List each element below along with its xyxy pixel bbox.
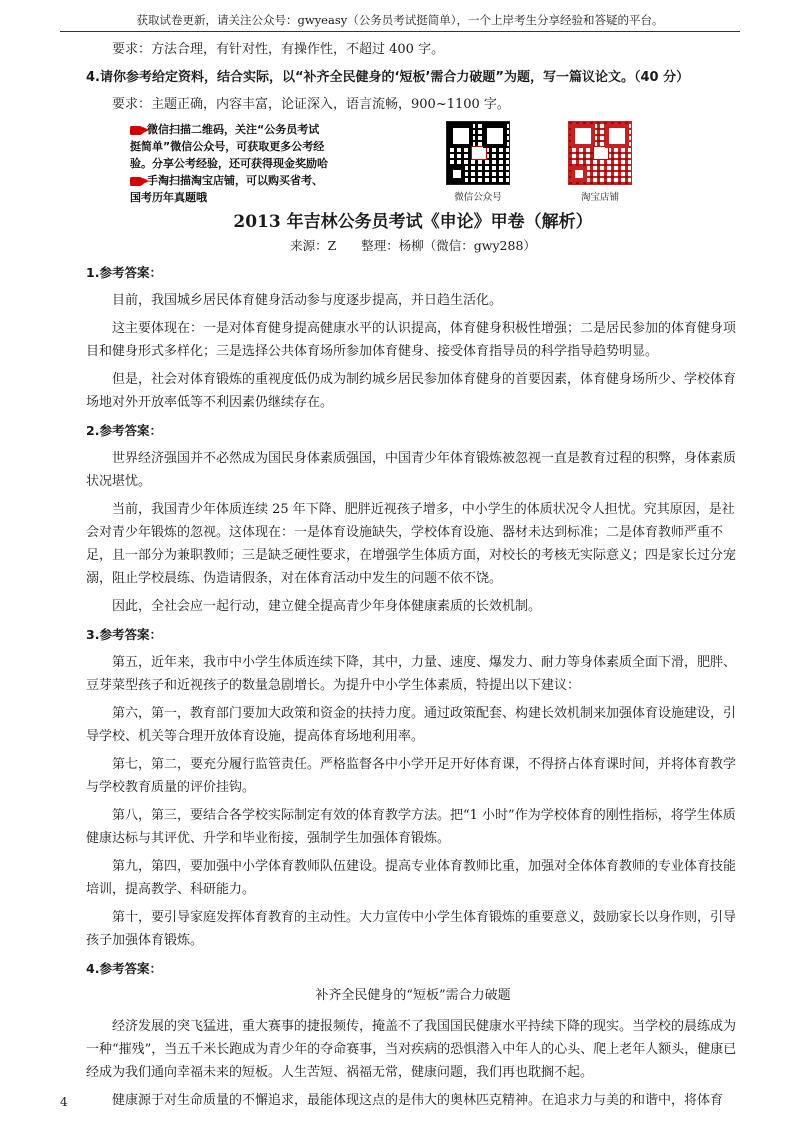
paragraph: 当前，我国青少年体质连续 25 年下降、肥胖近视孩子增多，中小学生的体质状况令人担忧。究其原因，是社会对青少年锻炼的忽视。这体现在：一是体育设施缺失，学校体育设施、器材未达到标准；二是体育教师严重不足，且一部分为兼职教师；三是缺乏硬性要求，在增强学生体质方面，对校长的考核无实际意义；四是家长过分宠溺，阻止学校晨练、伪造请假条，对在体育活动中发生的问题不依不饶。: [86, 502, 737, 586]
paragraph: 世界经济强国并不必然成为国民身体素质强国，中国青少年体育锻炼被忽视一直是教育过程的积弊，身体素质状况堪忧。: [86, 451, 737, 489]
answer-heading-3: 3.参考答案：: [86, 627, 162, 642]
pointing-hand-icon: [130, 177, 144, 186]
paragraph: 这主要体现在：一是对体育健身提高健康水平的认识提高，体育健身积极性增强；二是居民参加的体育健身项目和健身形式多样化；三是选择公共体育场所参加体育健身、接受体育指导员的科学指导趋势明显。: [86, 321, 737, 359]
requirement-text: 要求：方法合理，有针对性，有操作性，不超过 400 字。: [112, 42, 445, 57]
answer-heading-2: 2.参考答案：: [86, 423, 162, 438]
page-header: 获取试卷更新，请关注公众号：gwyeasy（公务员考试挺简单），一个上岸考生分享经验和答疑的平台。: [60, 12, 740, 32]
paragraph: 因此，全社会应一起行动，建立健全提高青少年身体健康素质的长效机制。: [112, 599, 542, 614]
essay-title: 补齐全民健身的“短板”需合力破题: [315, 988, 511, 1003]
task-4-prompt: 4.请你参考给定资料，结合实际，以“补齐全民健身的‘短板’需合力破题”为题，写一篇议论文。（40 分）: [86, 70, 690, 85]
paragraph: 第六，第一，教育部门要加大政策和资金的扶持力度。通过政策配套、构建长效机制来加强体育设施建设，引导学校、机关等合理开放体育设施，提高体育场地利用率。: [86, 706, 737, 744]
promo-text: 微信扫描二维码，关注“公务员考试 挺简单”微信公众号，可获取更多公考经 验。分享公考经验，还可获得现金奖励哈 手淘扫描淘宝店铺，可以购买省考、 国考历年真题哦: [130, 123, 328, 204]
qr-label-wechat: 微信公众号: [454, 192, 502, 203]
document-title: 2013 年吉林公务员考试《申论》甲卷（解析）: [233, 212, 593, 232]
answer-heading-4: 4.参考答案：: [86, 961, 162, 976]
paragraph: 第十，要引导家庭发挥体育教育的主动性。大力宣传中小学生体育锻炼的重要意义，鼓励家长以身作则，引导孩子加强体育锻炼。: [86, 910, 737, 948]
promo-banner: [86, 121, 740, 203]
paragraph: 第八，第三，要结合各学校实际制定有效的体育教学方法。把“1 小时”作为学校体育的刚性指标，将学生体质健康达标与其评优、升学和毕业衔接，强制学生加强体育锻炼。: [86, 808, 736, 846]
paragraph: 经济发展的突飞猛进，重大赛事的捷报频传，掩盖不了我国国民健康水平持续下降的现实。当学校的晨练成为一种“摧残”，当五千米长跑成为青少年的夺命赛事，当对疾病的恐惧潜入中年人的心头、爬上老年人额头，健康已经成为我们通向幸福未来的短板。人生苦短、祸福无常，健康问题，我们再也耽搁不起。: [86, 1019, 737, 1080]
answer-heading-1: 1.参考答案：: [86, 265, 162, 280]
taobao-qr-code-icon: [568, 121, 632, 185]
paragraph: 第五，近年来，我市中小学生体质连续下降，其中，力量、速度、爆发力、耐力等身体素质全面下滑，肥胖、豆芽菜型孩子和近视孩子的数量急剧增长。为提升中小学生体素质，特提出以下建议：: [86, 655, 737, 693]
qr-label-taobao: 淘宝店铺: [580, 192, 619, 203]
paragraph: 第七，第二，要充分履行监管责任。严格监督各中小学开足开好体育课，不得挤占体育课时间，并将体育教学与学校教育质量的评价挂钩。: [86, 757, 737, 795]
paragraph: 但是，社会对体育锻炼的重视度低仍成为制约城乡居民参加体育健身的首要因素，体育健身场所少、学校体育场地对外开放率低等不利因素仍继续存在。: [86, 372, 737, 410]
paragraph: 健康源于对生命质量的不懈追求，最能体现这点的是伟大的奥林匹克精神。在追求力与美的和谐中，将体育: [112, 1093, 724, 1108]
requirement-text: 要求：主题正确，内容丰富，论证深入，语言流畅，900~1100 字。: [112, 97, 510, 112]
page-number: 4: [60, 1095, 68, 1109]
source-line: 来源：Z 整理：杨柳（微信：gwy288）: [290, 238, 536, 253]
paragraph: 第九，第四，要加强中小学体育教师队伍建设。提高专业体育教师比重，加强对全体体育教师的专业体育技能培训，提高教学、科研能力。: [86, 859, 737, 897]
pointing-hand-icon: [130, 126, 144, 135]
page-content: [86, 38, 740, 1117]
paragraph: 目前，我国城乡居民体育健身活动参与度逐步提高，并日趋生活化。: [112, 293, 503, 308]
wechat-qr-code-icon: [446, 121, 510, 185]
